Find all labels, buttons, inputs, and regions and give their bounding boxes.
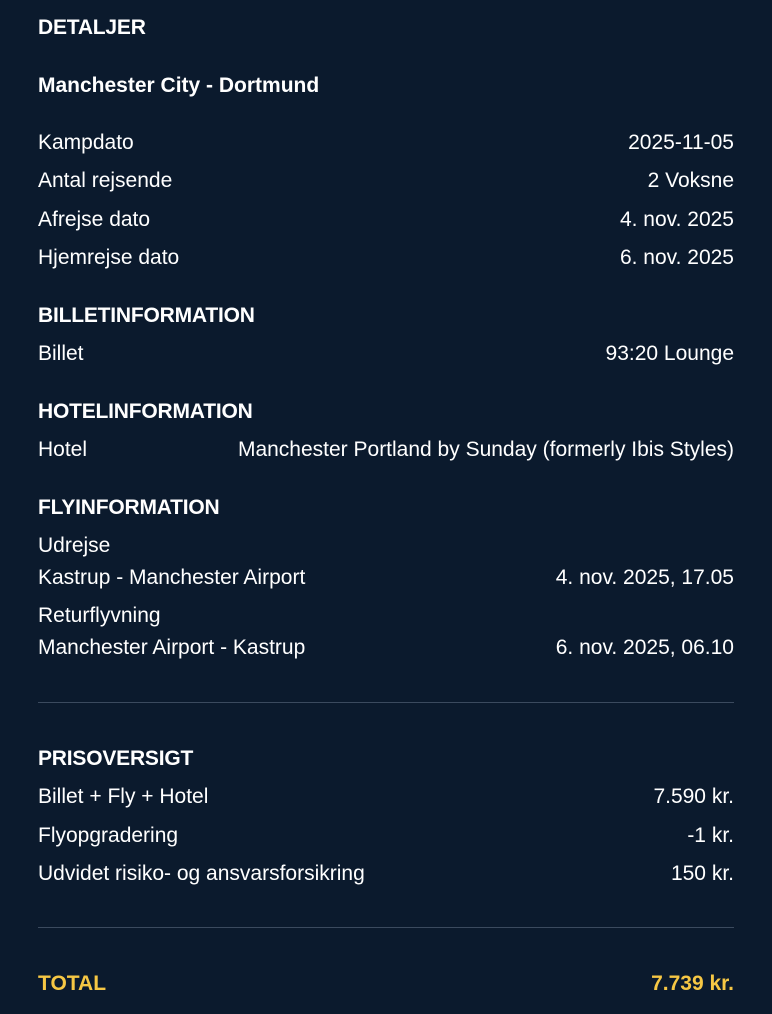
price-row-insurance: [38, 863, 734, 884]
detail-label: Hjemrejse dato: [38, 246, 180, 269]
detail-value: 4. nov. 2025: [619, 208, 734, 231]
detail-value: 2025-11-05: [628, 131, 734, 154]
outbound-label-row: [38, 535, 734, 556]
return-label-row: [38, 605, 734, 626]
return-flight-row: [38, 637, 734, 658]
outbound-route: Kastrup - Manchester Airport: [38, 566, 306, 589]
price-label: Flyopgradering: [38, 824, 179, 847]
flights-heading: FLYINFORMATION: [38, 496, 220, 519]
match-title: Manchester City - Dortmund: [38, 74, 320, 97]
detail-value: 2 Voksne: [647, 169, 734, 192]
return-label: Returflyvning: [38, 604, 161, 627]
hotel-row: [38, 439, 734, 460]
details-heading: DETALJER: [38, 16, 146, 39]
price-row-package: [38, 786, 734, 807]
detail-row-return-date: [38, 247, 734, 268]
price-label: Udvidet risiko- og ansvarsforsikring: [38, 862, 365, 885]
detail-label: Afrejse dato: [38, 208, 151, 231]
detail-row-match-date: [38, 132, 734, 153]
price-value: 150 kr.: [670, 862, 734, 885]
return-datetime: 6. nov. 2025, 06.10: [555, 636, 734, 659]
total-row: [38, 973, 734, 994]
detail-row-travelers: [38, 170, 734, 191]
price-row-flight-upgrade: [38, 825, 734, 846]
outbound-label: Udrejse: [38, 534, 111, 557]
hotel-label: Hotel: [38, 438, 88, 461]
divider: [38, 927, 734, 928]
price-label: Billet + Fly + Hotel: [38, 785, 209, 808]
prices-heading: PRISOVERSIGT: [38, 747, 194, 770]
outbound-flight-row: [38, 567, 734, 588]
hotel-heading: HOTELINFORMATION: [38, 400, 253, 423]
ticket-row: [38, 343, 734, 364]
return-route: Manchester Airport - Kastrup: [38, 636, 306, 659]
price-value: 7.590 kr.: [653, 785, 734, 808]
detail-label: Kampdato: [38, 131, 134, 154]
ticket-heading: BILLETINFORMATION: [38, 304, 255, 327]
divider: [38, 702, 734, 703]
outbound-datetime: 4. nov. 2025, 17.05: [555, 566, 734, 589]
total-value: 7.739 kr.: [651, 972, 734, 995]
detail-value: 6. nov. 2025: [619, 246, 734, 269]
ticket-value: 93:20 Lounge: [605, 342, 734, 365]
hotel-value: Manchester Portland by Sunday (formerly Ibis Styles): [237, 438, 734, 461]
detail-label: Antal rejsende: [38, 169, 173, 192]
ticket-label: Billet: [38, 342, 84, 365]
total-label: TOTAL: [38, 972, 107, 995]
detail-row-departure-date: [38, 209, 734, 230]
price-value: -1 kr.: [687, 824, 734, 847]
